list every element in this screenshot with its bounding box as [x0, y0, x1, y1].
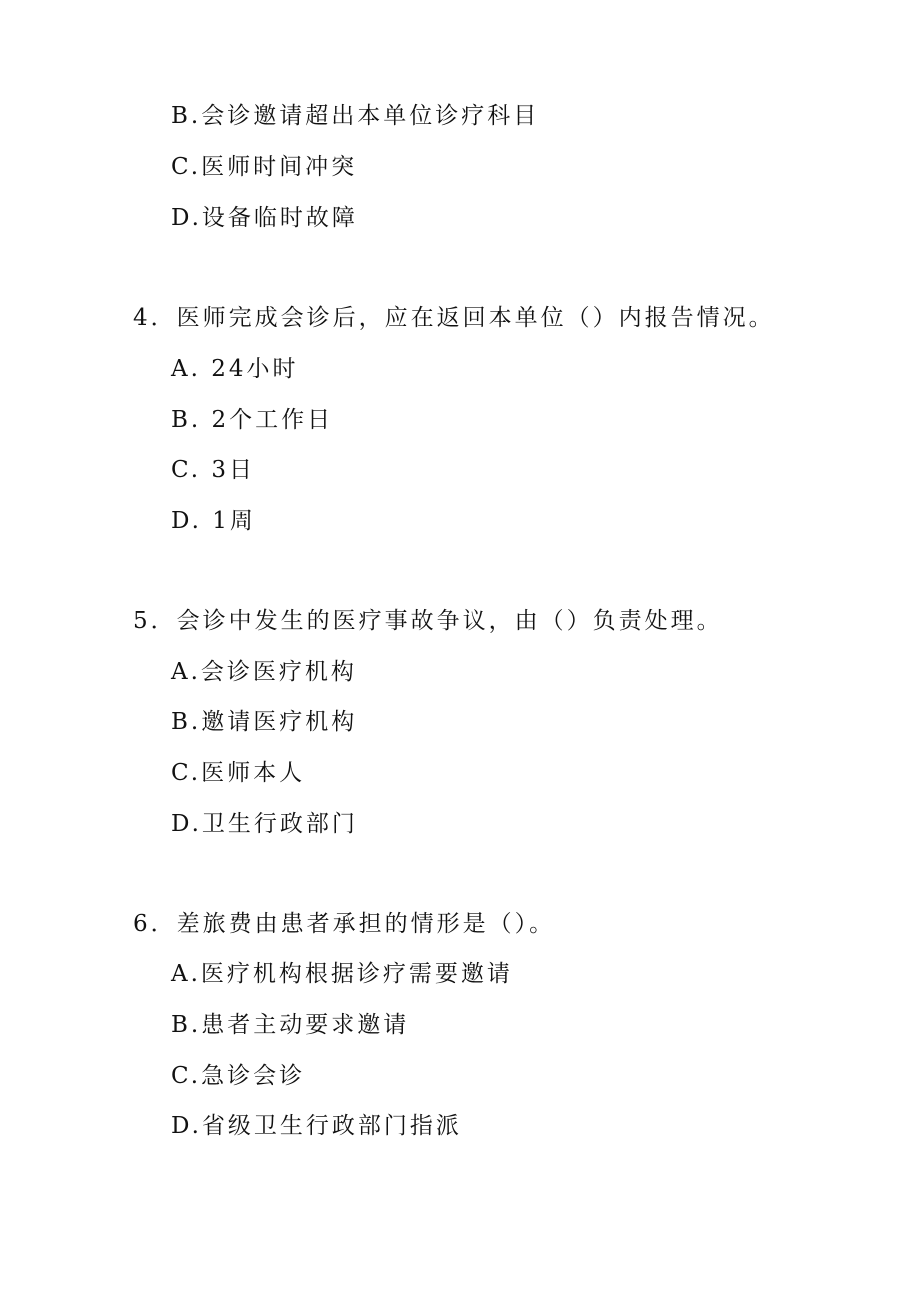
option-a: A. 24小时 [171, 356, 299, 382]
option-d: D.设备临时故障 [171, 205, 358, 231]
option-a: A.医疗机构根据诊疗需要邀请 [171, 961, 513, 987]
option-c: C.急诊会诊 [171, 1063, 306, 1089]
option-c: C.医师时间冲突 [171, 154, 358, 180]
option-d: D.卫生行政部门 [171, 811, 358, 837]
option-d: D. 1周 [171, 508, 256, 534]
option-b: B.会诊邀请超出本单位诊疗科目 [171, 103, 540, 129]
question-text: 6．差旅费由患者承担的情形是（）。 [133, 911, 556, 937]
question-text: 5．会诊中发生的医疗事故争议，由（）负责处理。 [133, 608, 723, 634]
option-c: C. 3日 [171, 457, 256, 483]
option-c: C.医师本人 [171, 760, 306, 786]
option-b: B.邀请医疗机构 [171, 709, 358, 735]
option-d: D.省级卫生行政部门指派 [171, 1113, 462, 1139]
option-b: B. 2个工作日 [171, 407, 334, 433]
option-a: A.会诊医疗机构 [171, 659, 357, 685]
question-text: 4．医师完成会诊后，应在返回本单位（）内报告情况。 [133, 305, 775, 331]
option-b: B.患者主动要求邀请 [171, 1012, 410, 1038]
